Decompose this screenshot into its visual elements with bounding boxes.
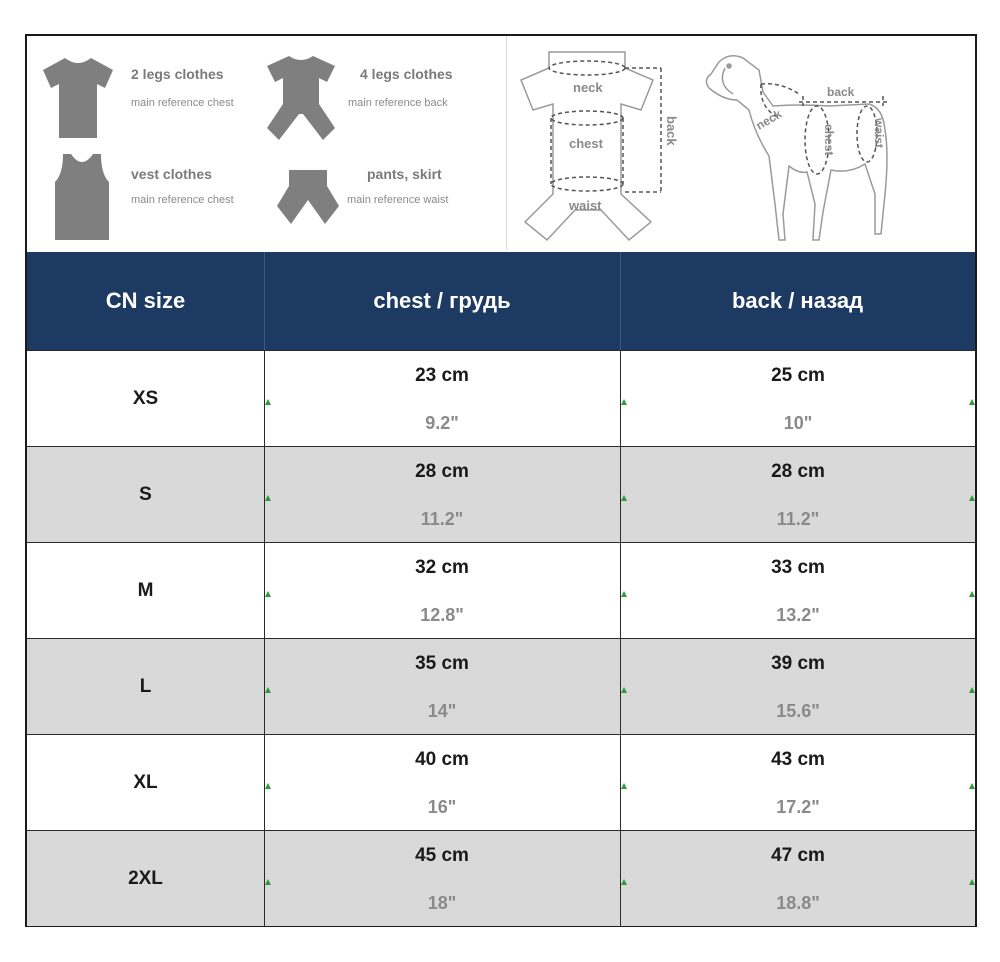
cell-marker-icon <box>265 399 271 405</box>
table-row <box>27 734 975 830</box>
back-inch-value: 10" <box>783 413 813 433</box>
back-cm-value: 25 cm <box>771 365 825 386</box>
jumpsuit-icon <box>263 54 339 142</box>
cell-marker-icon <box>969 495 975 501</box>
guide-divider <box>506 36 507 250</box>
size-cell: L <box>139 676 152 697</box>
chest-cm-value: 35 cm <box>415 653 469 674</box>
back-inch-value: 13.2" <box>776 605 820 625</box>
diagram-label-back: back <box>664 116 679 146</box>
guide-sub-pants: main reference waist <box>347 194 449 206</box>
table-row <box>27 350 975 446</box>
dog-label-waist: waist <box>872 118 886 149</box>
cell-marker-icon <box>265 495 271 501</box>
cell-marker-icon <box>621 591 627 597</box>
back-cm-value: 39 cm <box>771 653 825 674</box>
back-cm-value: 28 cm <box>771 461 825 482</box>
cell-marker-icon <box>621 399 627 405</box>
cell-marker-icon <box>621 687 627 693</box>
cell-marker-icon <box>969 783 975 789</box>
table-row <box>27 638 975 734</box>
size-cell: 2XL <box>128 868 163 889</box>
back-inch-value: 18.8" <box>776 893 820 913</box>
cell-marker-icon <box>621 879 627 885</box>
cell-marker-icon <box>265 687 271 693</box>
diagram-label-waist: waist <box>569 198 602 213</box>
dog-label-neck: neck <box>753 106 785 133</box>
back-inch-value: 17.2" <box>776 797 820 817</box>
diagram-label-chest: chest <box>569 136 603 151</box>
guide-title-pants: pants, skirt <box>367 166 442 182</box>
measurement-guide <box>27 36 975 252</box>
tshirt-icon <box>41 56 115 140</box>
pants-icon <box>275 166 341 226</box>
guide-sub-vest: main reference chest <box>131 194 234 206</box>
back-cm-value: 47 cm <box>771 845 825 866</box>
cell-marker-icon <box>265 783 271 789</box>
chest-inch-value: 9.2" <box>425 413 459 433</box>
cell-marker-icon <box>265 591 271 597</box>
vest-icon <box>53 152 111 242</box>
size-cell: XS <box>132 388 159 409</box>
header-cn-size: CN size <box>105 288 186 313</box>
guide-sub-2-legs: main reference chest <box>131 97 234 109</box>
dog-label-back: back <box>827 85 855 99</box>
chest-cm-value: 45 cm <box>415 845 469 866</box>
chest-inch-value: 16" <box>427 797 457 817</box>
cell-marker-icon <box>969 591 975 597</box>
table-row <box>27 446 975 542</box>
size-cell: XL <box>133 772 158 793</box>
size-cell: M <box>137 580 154 601</box>
chest-cm-value: 23 cm <box>415 365 469 386</box>
chest-cm-value: 40 cm <box>415 749 469 770</box>
cell-marker-icon <box>969 879 975 885</box>
guide-title-4-legs: 4 legs clothes <box>360 66 453 82</box>
chest-cm-value: 32 cm <box>415 557 469 578</box>
garment-measure-diagram <box>513 44 693 244</box>
guide-sub-4-legs: main reference back <box>348 97 448 109</box>
back-inch-value: 15.6" <box>776 701 820 721</box>
table-row <box>27 830 975 926</box>
cell-marker-icon <box>969 399 975 405</box>
back-cm-value: 43 cm <box>771 749 825 770</box>
cell-marker-icon <box>969 687 975 693</box>
cell-marker-icon <box>265 879 271 885</box>
size-cell: S <box>139 484 152 505</box>
chest-inch-value: 18" <box>427 893 457 913</box>
table-row <box>27 542 975 638</box>
back-cm-value: 33 cm <box>771 557 825 578</box>
diagram-label-neck: neck <box>573 80 603 95</box>
dog-measure-diagram <box>699 44 899 244</box>
guide-title-vest: vest clothes <box>131 166 212 182</box>
table-header <box>27 252 975 350</box>
cell-marker-icon <box>621 783 627 789</box>
chest-inch-value: 14" <box>427 701 457 721</box>
guide-title-2-legs: 2 legs clothes <box>131 66 224 82</box>
header-back: back / назад <box>731 288 864 313</box>
dog-label-chest: chest <box>822 124 836 156</box>
chest-inch-value: 11.2" <box>420 509 464 529</box>
header-chest: chest / грудь <box>373 288 511 313</box>
chest-inch-value: 12.8" <box>420 605 464 625</box>
back-inch-value: 11.2" <box>776 509 820 529</box>
chest-cm-value: 28 cm <box>415 461 469 482</box>
cell-marker-icon <box>621 495 627 501</box>
